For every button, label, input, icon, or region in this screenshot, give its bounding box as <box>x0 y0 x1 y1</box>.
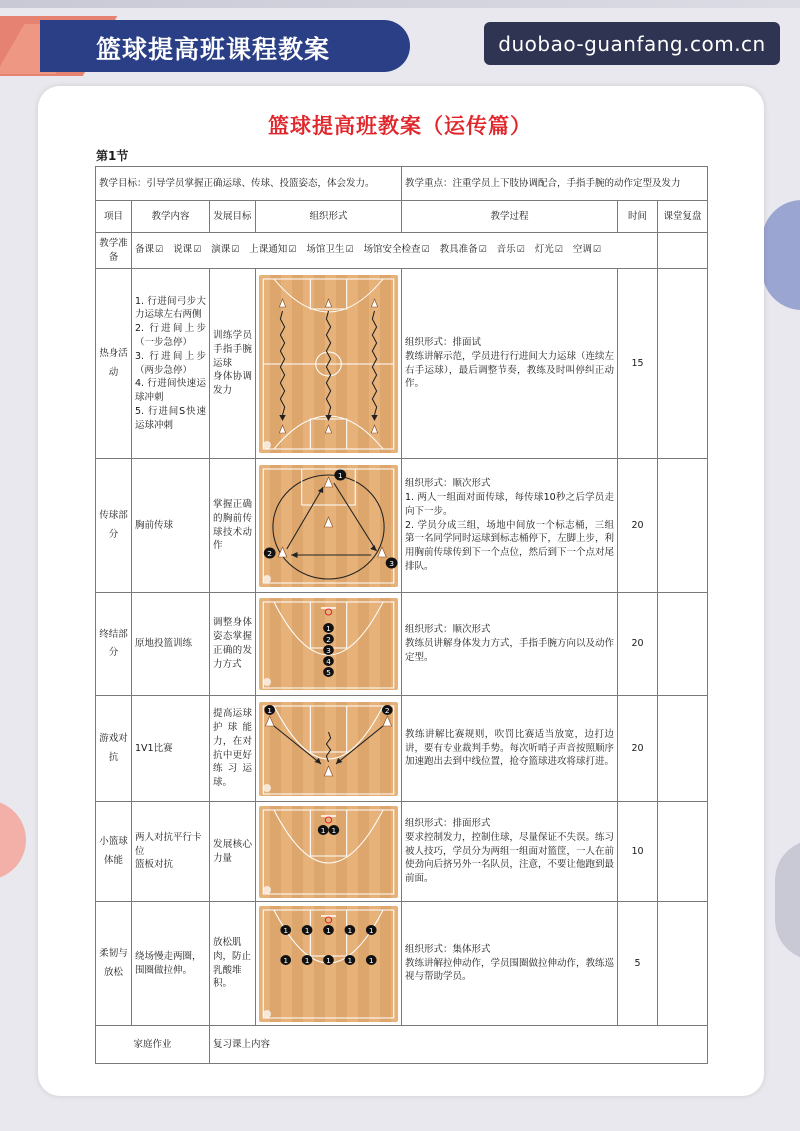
prep-item <box>211 243 239 257</box>
row-process: 组织形式：集体形式 教练讲解拉伸动作，学员围圈做拉伸动作，教练巡视与帮助学员。 <box>402 902 618 1026</box>
player-number: 1 <box>283 955 289 965</box>
review-cell <box>658 802 708 902</box>
figure-logo <box>263 1010 271 1018</box>
checkbox-checked-icon: ☑ <box>421 245 430 256</box>
focus-cell: 教学重点：注重学员上下肢协调配合，手指手腕的动作定型及发力 <box>402 167 708 201</box>
player-number: 3 <box>389 558 394 568</box>
prep-item <box>535 243 563 257</box>
prep-item <box>306 243 353 257</box>
figure-logo <box>263 678 271 686</box>
checkbox-checked-icon: ☑ <box>288 245 297 256</box>
court-diagram <box>259 275 398 453</box>
document-title: 篮球提高班教案（运传篇） <box>268 114 532 138</box>
row-content: 绕场慢走两圈，围圈做拉伸。 <box>132 902 210 1026</box>
player-number: 1 <box>326 925 331 935</box>
player-number: 5 <box>326 668 331 677</box>
prep-row <box>96 233 708 269</box>
prep-item <box>497 243 525 257</box>
figure-logo <box>263 886 271 894</box>
court-drawing <box>259 806 398 898</box>
row-figure <box>256 269 402 459</box>
court-drawing <box>259 906 398 1022</box>
player-number: 1 <box>304 955 310 965</box>
row-process: 组织形式：排面试 教练讲解示范，学员进行行进间大力运球（连续左右手运球），最后调整节奏，教练及时叫停纠正动作。 <box>402 269 618 459</box>
homework-row <box>96 1026 708 1064</box>
checkbox-checked-icon: ☑ <box>554 245 563 256</box>
player-number: 1 <box>337 470 343 480</box>
row-item: 柔韧与放松 <box>96 902 132 1026</box>
prep-label: 教学准备 <box>96 233 132 269</box>
player-number: 3 <box>326 646 331 655</box>
figure-logo <box>263 575 271 583</box>
checkbox-checked-icon: ☑ <box>478 245 487 256</box>
prep-item <box>249 243 296 257</box>
row-time: 20 <box>618 459 658 593</box>
player-number: 1 <box>283 925 289 935</box>
row-item: 游戏对抗 <box>96 696 132 802</box>
checkbox-checked-icon: ☑ <box>155 245 164 256</box>
player-number: 1 <box>347 925 353 935</box>
court-drawing <box>259 598 398 690</box>
player-number: 1 <box>347 955 353 965</box>
player-number: 1 <box>326 955 331 965</box>
prep-item <box>440 243 487 257</box>
row-target: 放松肌肉，防止乳酸堆积。 <box>210 902 256 1026</box>
prep-items <box>132 233 658 269</box>
court-drawing <box>259 465 398 587</box>
prep-item <box>573 243 601 257</box>
column-header: 组织形式 <box>256 201 402 233</box>
review-cell <box>658 902 708 1026</box>
prep-item-label: 备课 <box>135 244 155 256</box>
row-item: 传球部分 <box>96 459 132 593</box>
decorative-shape <box>762 200 800 310</box>
table-row <box>96 696 708 802</box>
row-time: 5 <box>618 902 658 1026</box>
homework-label: 家庭作业 <box>96 1026 210 1064</box>
court-drawing <box>259 702 398 796</box>
player-number: 2 <box>384 705 390 715</box>
column-header: 教学过程 <box>402 201 618 233</box>
prep-item <box>135 243 163 257</box>
player-number: 1 <box>267 705 273 715</box>
player-number: 4 <box>326 657 331 666</box>
figure-logo <box>263 441 271 449</box>
row-target: 发展核心力量 <box>210 802 256 902</box>
prep-item <box>363 243 429 257</box>
prep-item-label: 演课 <box>211 244 231 256</box>
column-header: 发展目标 <box>210 201 256 233</box>
row-target: 调整身体姿态掌握正确的发力方式 <box>210 593 256 696</box>
row-time: 10 <box>618 802 658 902</box>
row-item: 终结部分 <box>96 593 132 696</box>
prep-item-label: 教具准备 <box>439 244 478 256</box>
lesson-plan-table <box>95 166 708 1064</box>
prep-item-label: 灯光 <box>534 244 554 256</box>
column-header: 教学内容 <box>132 201 210 233</box>
prep-item-label: 空调 <box>572 244 592 256</box>
player-number: 2 <box>326 635 331 644</box>
player-number: 1 <box>304 925 310 935</box>
row-target: 训练学员手指手腕运球 身体协调发力 <box>210 269 256 459</box>
row-figure <box>256 802 402 902</box>
table-row <box>96 269 708 459</box>
review-cell <box>658 233 708 269</box>
goal-cell: 教学目标：引导学员掌握正确运球、传球、投篮姿态，体会发力。 <box>96 167 402 201</box>
player-number: 1 <box>326 624 331 633</box>
review-cell <box>658 696 708 802</box>
prep-item-label: 场馆安全检查 <box>363 244 421 256</box>
player-number: 1 <box>331 825 337 835</box>
player-number: 2 <box>267 548 273 558</box>
row-content: 两人对抗平行卡位 篮板对抗 <box>132 802 210 902</box>
row-time: 15 <box>618 269 658 459</box>
review-cell <box>658 459 708 593</box>
top-strip <box>0 0 800 8</box>
player-number: 1 <box>320 825 326 835</box>
decorative-shape <box>0 800 26 880</box>
row-content: 1. 行进间弓步大力运球左右两侧 2. 行进间上步（一步急停） 3. 行进间上步（两步急停） 4. 行进间快速运球冲刺 5. 行进间S快速运球冲刺 <box>132 269 210 459</box>
column-header: 项目 <box>96 201 132 233</box>
court-diagram <box>259 806 398 898</box>
prep-item-label: 说课 <box>173 244 193 256</box>
court-diagram <box>259 465 398 587</box>
row-time: 20 <box>618 696 658 802</box>
review-cell <box>658 593 708 696</box>
row-content: 1V1比赛 <box>132 696 210 802</box>
row-target: 提高运球护球能力，在对抗中更好练习运球。 <box>210 696 256 802</box>
row-figure <box>256 593 402 696</box>
table-row <box>96 459 708 593</box>
checkbox-checked-icon: ☑ <box>592 245 601 256</box>
homework-text: 复习课上内容 <box>210 1026 708 1064</box>
checkbox-checked-icon: ☑ <box>345 245 354 256</box>
table-row <box>96 593 708 696</box>
column-header: 课堂复盘 <box>658 201 708 233</box>
table-row <box>96 802 708 902</box>
row-process: 教练讲解比赛规则，吹罚比赛适当放宽，边打边讲，要有专业裁判手势。每次听哨子声音按照顺序加速跑出去到中线位置，抢夺篮球进攻将球打进。 <box>402 696 618 802</box>
figure-logo <box>263 784 271 792</box>
player-number: 1 <box>368 925 374 935</box>
url-badge: duobao-guanfang.com.cn <box>484 22 780 65</box>
row-target: 掌握正确的胸前传球技术动作 <box>210 459 256 593</box>
row-process: 组织形式：顺次形式 教练员讲解身体发力方式，手指手腕方向以及动作定型。 <box>402 593 618 696</box>
checkbox-checked-icon: ☑ <box>231 245 240 256</box>
player-number: 1 <box>368 955 374 965</box>
row-item: 热身活动 <box>96 269 132 459</box>
row-process: 组织形式：排面形式 要求控制发力，控制住球，尽量保证不失误。练习被人技巧，学员分为两组一组面对篮筐，一人在前使劲向后挤另外一名队员，注意，不要让他跑到最前面。 <box>402 802 618 902</box>
prep-item <box>173 243 201 257</box>
table-header-row <box>96 201 708 233</box>
court-drawing <box>259 275 398 453</box>
row-process: 组织形式：顺次形式 1. 两人一组面对面传球，每传球10秒之后学员走向下一步。 2. 学员分成三组，场地中间放一个标志桶，三组第一名同学同时运球到标志桶停下，左脚上步，利用胸前传球传到下一个点位，然后到下一个点对尾排队。 <box>402 459 618 593</box>
prep-item-label: 场馆卫生 <box>306 244 345 256</box>
table-row <box>96 167 708 201</box>
row-content: 原地投篮训练 <box>132 593 210 696</box>
court-diagram <box>259 702 398 796</box>
row-figure <box>256 696 402 802</box>
court-diagram <box>259 598 398 690</box>
row-time: 20 <box>618 593 658 696</box>
row-figure <box>256 902 402 1026</box>
table-row <box>96 902 708 1026</box>
row-figure <box>256 459 402 593</box>
court-diagram <box>259 906 398 1022</box>
review-cell <box>658 269 708 459</box>
decorative-shape <box>775 840 800 960</box>
checkbox-checked-icon: ☑ <box>193 245 202 256</box>
row-item: 小篮球体能 <box>96 802 132 902</box>
prep-item-label: 音乐 <box>496 244 516 256</box>
checkbox-checked-icon: ☑ <box>516 245 525 256</box>
prep-item-label: 上课通知 <box>249 244 288 256</box>
row-content: 胸前传球 <box>132 459 210 593</box>
section-label: 第1节 <box>96 149 129 163</box>
header-title: 篮球提高班课程教案 <box>96 35 331 64</box>
column-header: 时间 <box>618 201 658 233</box>
